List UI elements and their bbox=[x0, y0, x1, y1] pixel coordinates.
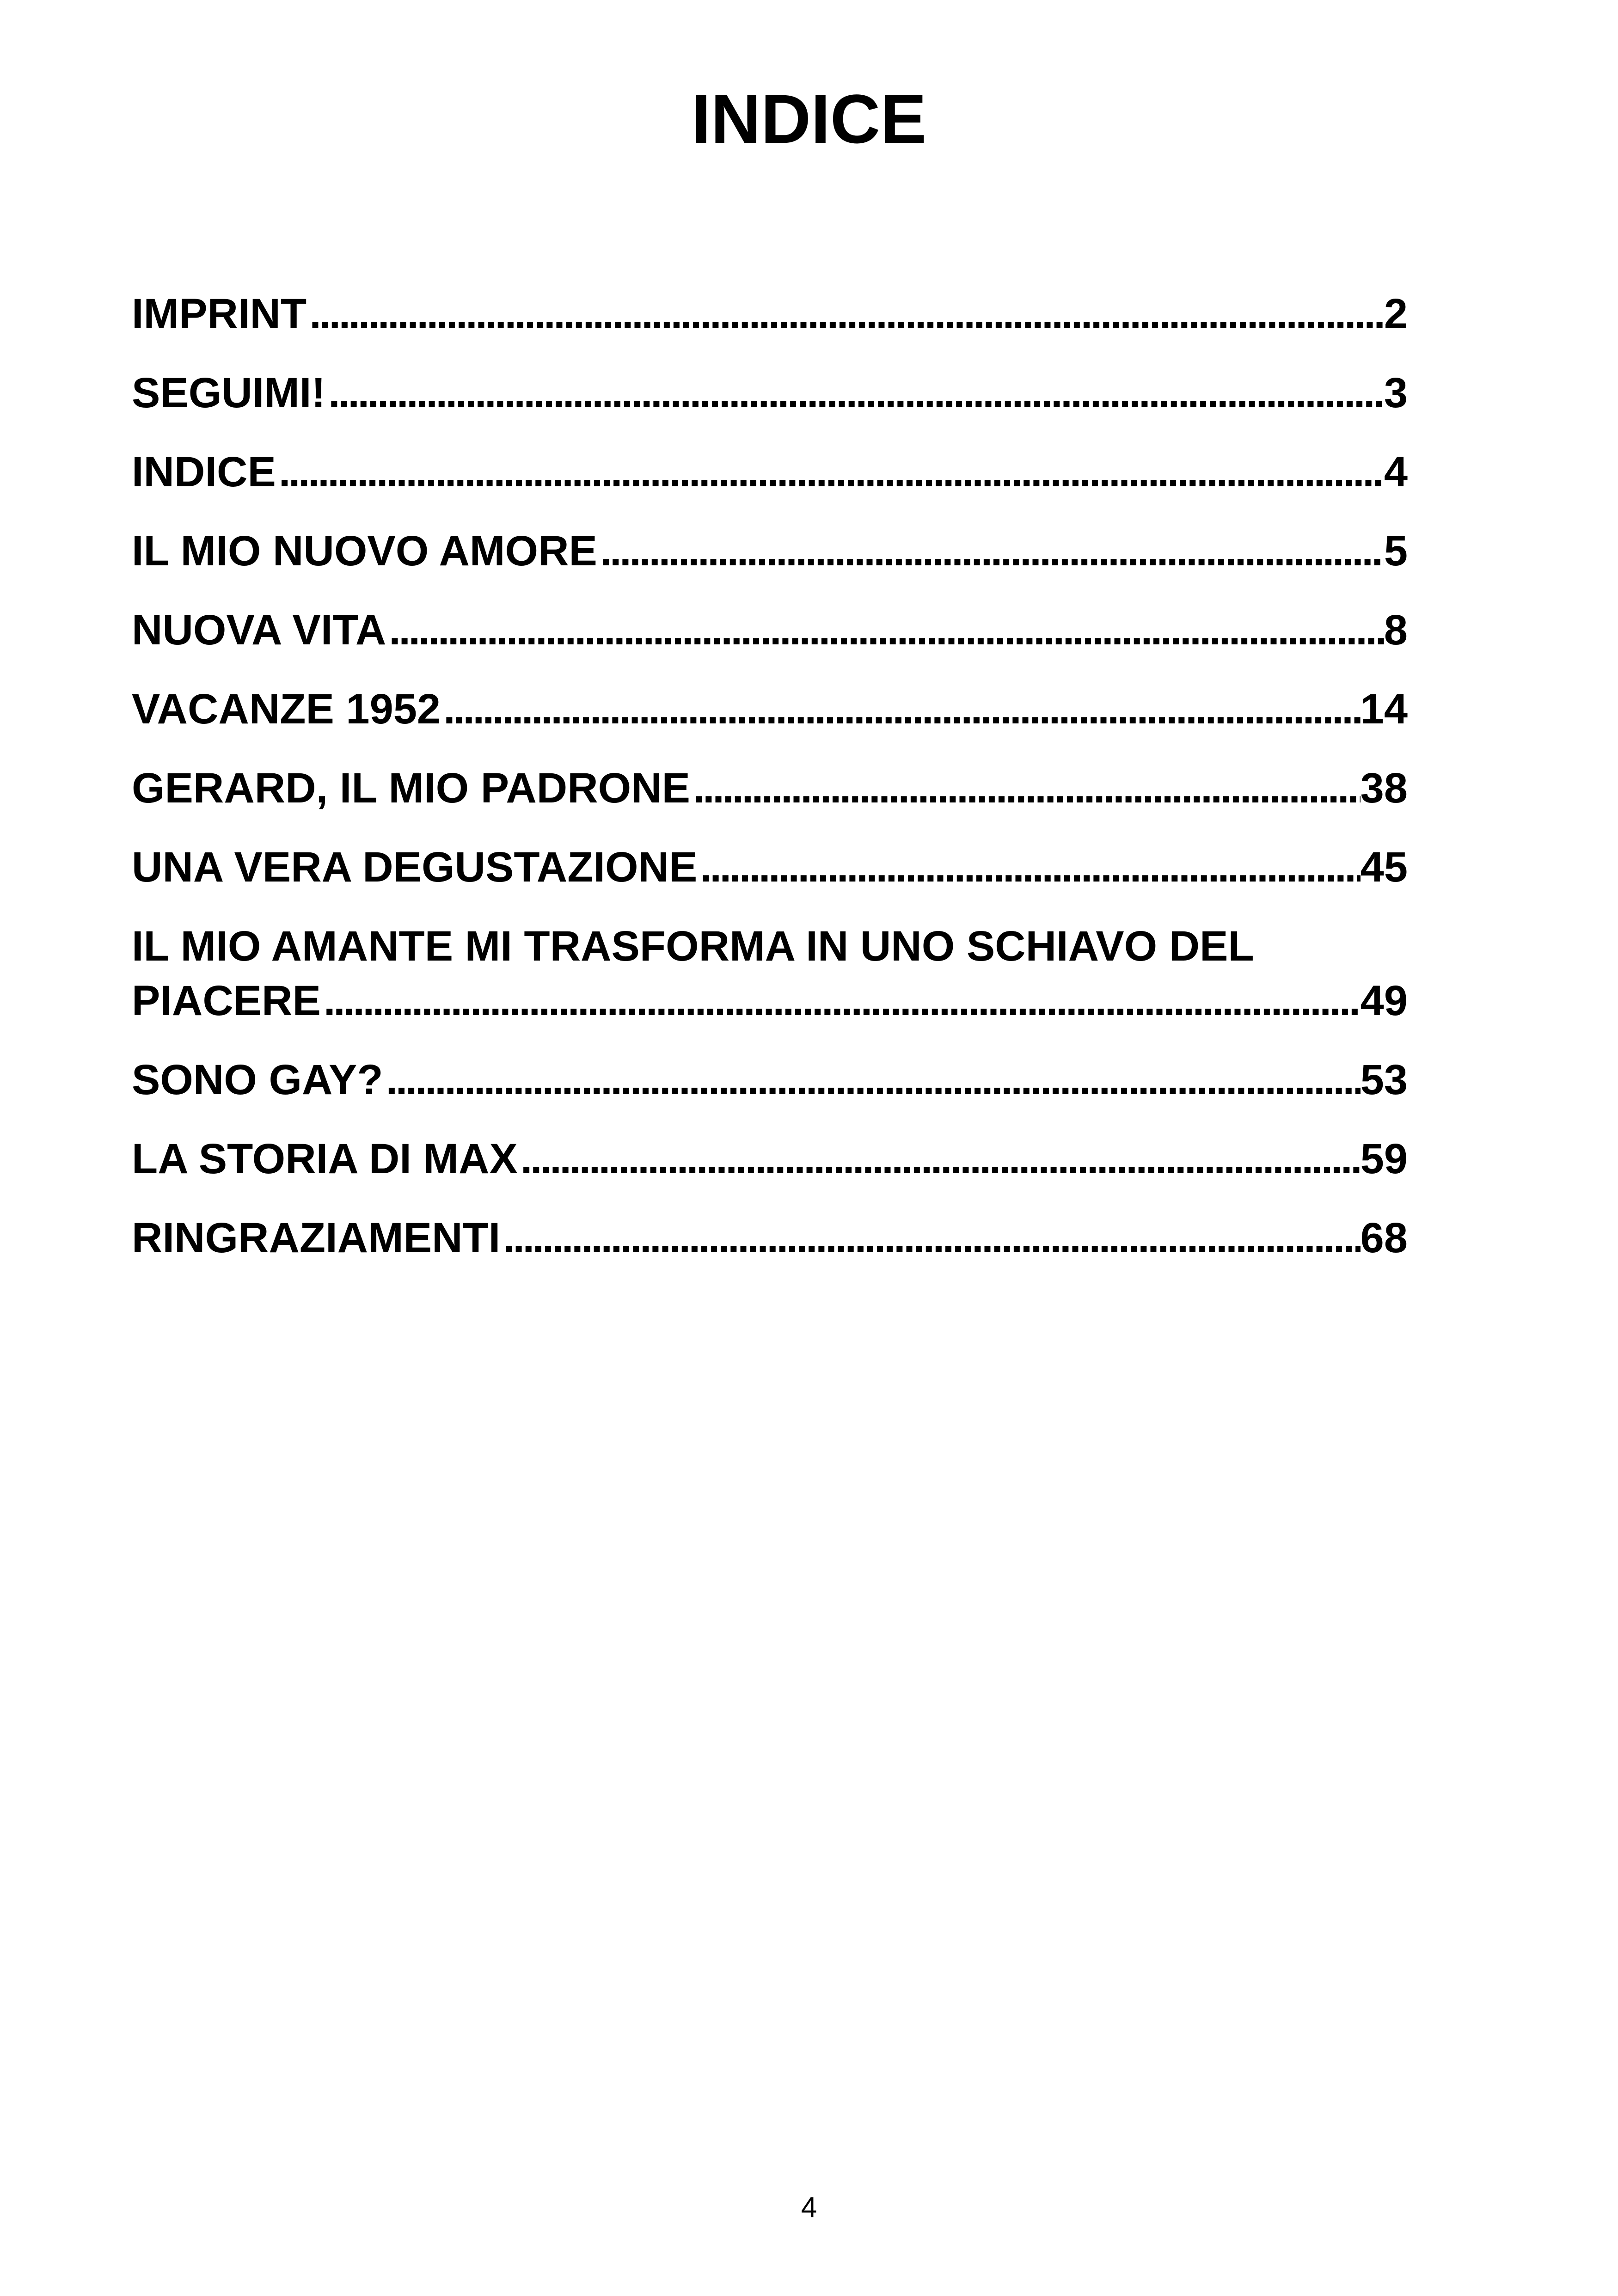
toc-entry-page: 8 bbox=[1384, 606, 1408, 654]
toc-entry-page: 4 bbox=[1384, 448, 1408, 496]
toc-entry-title: GERARD, IL MIO PADRONE bbox=[132, 765, 690, 812]
dot-leader bbox=[386, 603, 1384, 657]
toc-entry-page: 49 bbox=[1360, 977, 1408, 1024]
dot-leader bbox=[518, 1132, 1361, 1186]
toc-entry-indice[interactable] bbox=[132, 445, 1408, 499]
toc-entry-vacanze-1952[interactable] bbox=[132, 682, 1408, 736]
toc-entry-page: 45 bbox=[1360, 844, 1408, 891]
toc-entry-nuova-vita[interactable] bbox=[132, 603, 1408, 657]
toc-entry-title: UNA VERA DEGUSTAZIONE bbox=[132, 844, 698, 891]
toc-entry-la-storia-di-max[interactable] bbox=[132, 1132, 1408, 1186]
toc-entry-title: IL MIO NUOVO AMORE bbox=[132, 527, 597, 575]
toc-entry-page: 68 bbox=[1360, 1214, 1408, 1261]
toc-entry-gerard-il-mio-padrone[interactable] bbox=[132, 761, 1408, 815]
toc-entry-title: VACANZE 1952 bbox=[132, 686, 441, 733]
dot-leader bbox=[383, 1053, 1361, 1107]
toc-entry-title: INDICE bbox=[132, 448, 276, 496]
toc-entry-page: 5 bbox=[1384, 527, 1408, 575]
toc-entry-title: RINGRAZIAMENTI bbox=[132, 1214, 501, 1261]
dot-leader bbox=[690, 761, 1361, 815]
toc-entry-title-line2: PIACERE bbox=[132, 977, 321, 1024]
toc-entry-il-mio-amante[interactable] bbox=[132, 919, 1408, 1028]
toc-entry-title: NUOVA VITA bbox=[132, 606, 386, 654]
toc-entry-page: 38 bbox=[1360, 765, 1408, 812]
dot-leader bbox=[325, 366, 1384, 420]
dot-leader bbox=[697, 840, 1360, 894]
toc-entry-title: SEGUIMI! bbox=[132, 369, 326, 416]
dot-leader bbox=[597, 524, 1384, 578]
dot-leader bbox=[500, 1211, 1360, 1265]
toc-entry-page: 14 bbox=[1360, 686, 1408, 733]
toc-entry-una-vera-degustazione[interactable] bbox=[132, 840, 1408, 894]
toc-entry-page: 59 bbox=[1360, 1135, 1408, 1182]
dot-leader bbox=[441, 682, 1361, 736]
toc-entry-title: SONO GAY? bbox=[132, 1056, 383, 1103]
page-title: INDICE bbox=[691, 80, 927, 158]
toc-entry-seguimi[interactable] bbox=[132, 366, 1408, 420]
toc-entry-ringraziamenti[interactable] bbox=[132, 1211, 1408, 1265]
dot-leader bbox=[276, 445, 1384, 499]
toc-entry-title: LA STORIA DI MAX bbox=[132, 1135, 518, 1182]
page-number: 4 bbox=[801, 2192, 817, 2223]
toc-entry-page: 3 bbox=[1384, 369, 1408, 416]
table-of-contents bbox=[132, 287, 1408, 1290]
toc-entry-page: 53 bbox=[1360, 1056, 1408, 1103]
toc-entry-title-line1: IL MIO AMANTE MI TRASFORMA IN UNO SCHIAVO DEL bbox=[132, 923, 1254, 970]
toc-entry-il-mio-nuovo-amore[interactable] bbox=[132, 524, 1408, 578]
toc-entry-sono-gay[interactable] bbox=[132, 1053, 1408, 1107]
toc-entry-imprint[interactable] bbox=[132, 287, 1408, 341]
toc-entry-page: 2 bbox=[1384, 290, 1408, 337]
dot-leader bbox=[306, 287, 1384, 341]
toc-entry-title: IMPRINT bbox=[132, 290, 307, 337]
dot-leader bbox=[321, 974, 1361, 1028]
